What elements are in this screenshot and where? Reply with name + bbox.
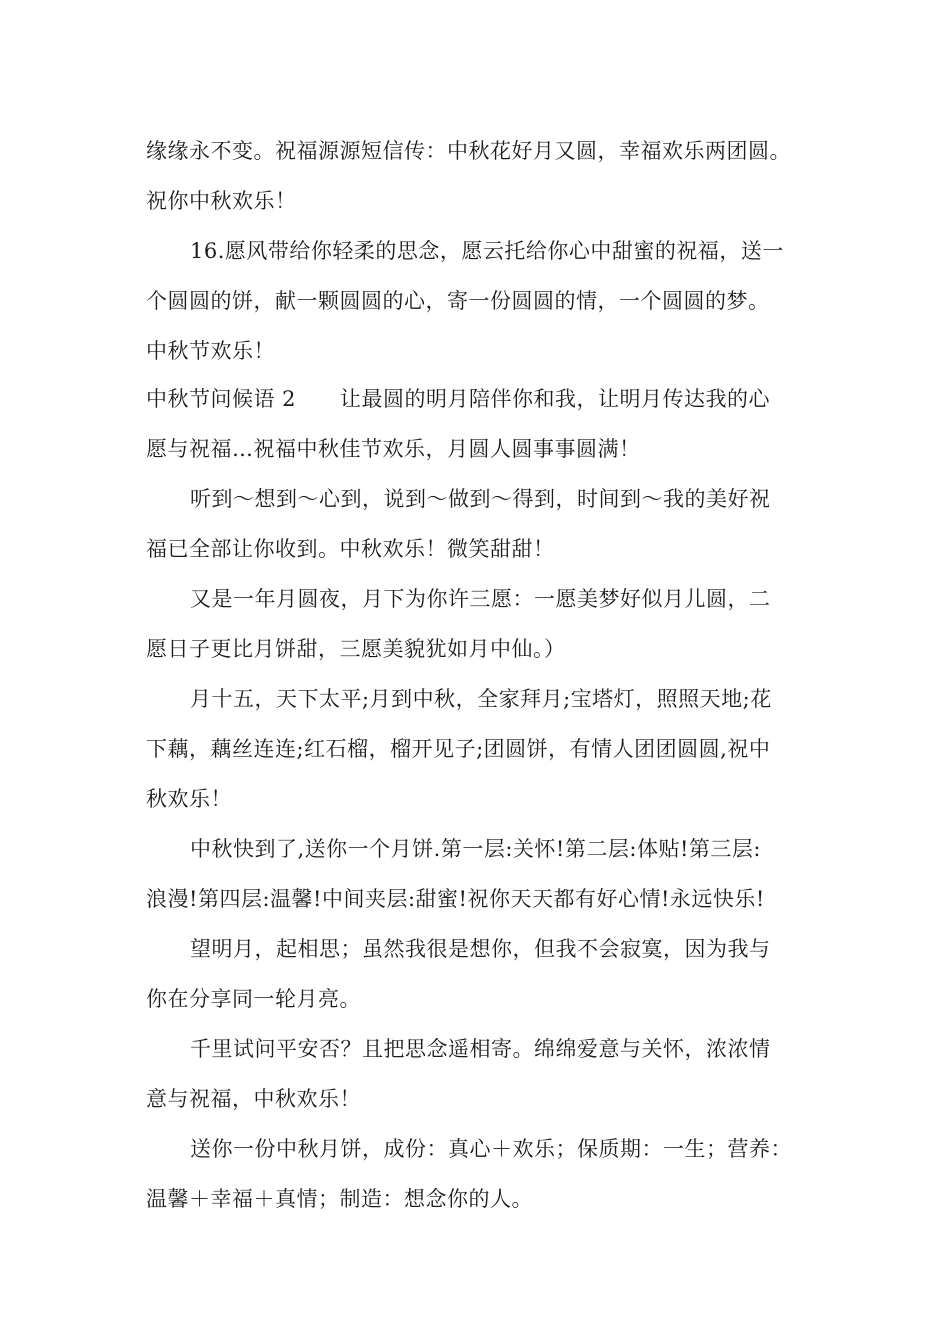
text-line: 浪漫!第四层:温馨!中间夹层:甜蜜!祝你天天都有好心情!永远快乐!: [146, 887, 765, 911]
text-run: 让最圆的明月陪伴你和我，让明月传达我的心: [340, 387, 771, 411]
text-line: 愿日子更比月饼甜，三愿美貌犹如月中仙。）: [146, 637, 566, 661]
text-line: 送你一份中秋月饼，成份：真心＋欢乐；保质期：一生；营养：: [190, 1137, 792, 1161]
text-line: 祝你中秋欢乐！: [146, 189, 297, 213]
text-line: 中秋节欢乐！: [146, 339, 275, 363]
text-line: 缘缘永不变。祝福源源短信传：中秋花好月又圆，幸福欢乐两团圆。: [146, 139, 791, 163]
text-line: 月十五，天下太平;月到中秋，全家拜月;宝塔灯，照照天地;花: [190, 687, 772, 711]
text-line: 望明月，起相思；虽然我很是想你，但我不会寂寞，因为我与: [190, 937, 771, 961]
text-line: 16.愿风带给你轻柔的思念，愿云托给你心中甜蜜的祝福，送一: [190, 239, 784, 263]
text-line: 秋欢乐！: [146, 787, 232, 811]
text-line: 下藕，藕丝连连;红石榴，榴开见子;团圆饼，有情人团团圆圆,祝中: [146, 737, 771, 761]
text-line: 你在分享同一轮月亮。: [146, 987, 361, 1011]
text-line: 意与祝福，中秋欢乐！: [146, 1087, 361, 1111]
text-line: 愿与祝福…祝福中秋佳节欢乐，月圆人圆事事圆满！: [146, 437, 641, 461]
text-line: 中秋快到了,送你一个月饼.第一层:关怀!第二层:体贴!第三层:: [190, 837, 761, 861]
text-line: 又是一年月圆夜，月下为你许三愿：一愿美梦好似月儿圆，二: [190, 587, 771, 611]
text-line: 千里试问平安否？且把思念遥相寄。绵绵爱意与关怀，浓浓情: [190, 1037, 771, 1061]
text-line: 福已全部让你收到。中秋欢乐！微笑甜甜！: [146, 537, 555, 561]
text-line: 温馨＋幸福＋真情；制造：想念你的人。: [146, 1187, 533, 1211]
text-line: 个圆圆的饼，献一颗圆圆的心，寄一份圆圆的情，一个圆圆的梦。: [146, 289, 770, 313]
text-line: 听到～想到～心到，说到～做到～得到，时间到～我的美好祝: [190, 487, 771, 511]
section-heading: 中秋节问候语 2: [146, 387, 297, 411]
section-heading-line: [146, 384, 770, 414]
